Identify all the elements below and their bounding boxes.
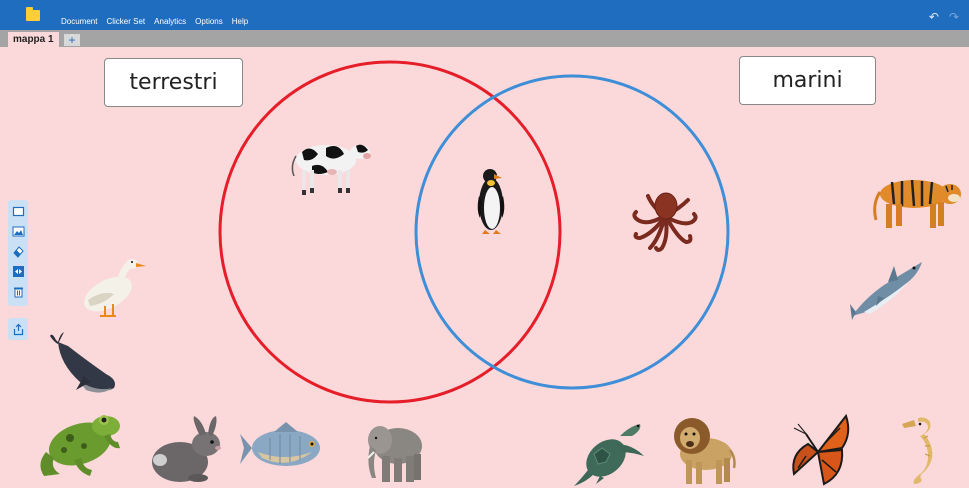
frog-image[interactable] [34, 408, 126, 480]
folder-icon[interactable] [26, 10, 40, 21]
redo-icon[interactable]: ↷ [948, 10, 959, 24]
add-tab-button[interactable]: + [64, 34, 80, 46]
title-bar [0, 0, 969, 30]
left-circle [220, 62, 560, 402]
side-toolbar [8, 200, 28, 306]
seahorse-image[interactable] [898, 414, 940, 486]
menu-analytics[interactable]: Analytics [154, 17, 187, 26]
image-icon[interactable] [11, 224, 25, 238]
undo-icon[interactable]: ↶ [928, 10, 939, 24]
swap-icon[interactable] [11, 264, 25, 278]
lion-image[interactable] [668, 414, 736, 486]
label-marini[interactable]: marini [739, 56, 876, 105]
octopus-image[interactable] [628, 186, 700, 254]
eraser-icon[interactable] [11, 244, 25, 258]
menu-options[interactable]: Options [195, 17, 223, 26]
duck-image[interactable] [74, 254, 148, 320]
menu-bar [61, 17, 248, 27]
share-icon[interactable] [8, 318, 28, 340]
menu-help[interactable]: Help [231, 17, 249, 26]
fish-image[interactable] [240, 420, 330, 476]
whale-image[interactable] [46, 330, 118, 398]
tab-bar [0, 30, 969, 47]
elephant-image[interactable] [362, 416, 430, 484]
tiger-image[interactable] [872, 168, 964, 232]
rectangle-icon[interactable] [11, 204, 25, 218]
cow-image[interactable] [288, 132, 372, 198]
tab-mappa-1[interactable]: mappa 1 [8, 32, 59, 47]
label-terrestri[interactable]: terrestri [104, 58, 243, 107]
trash-icon[interactable] [11, 284, 25, 298]
shark-image[interactable] [848, 254, 924, 320]
menu-clicker-set[interactable]: Clicker Set [106, 17, 146, 26]
menu-document[interactable]: Document [61, 17, 98, 26]
rabbit-image[interactable] [148, 416, 232, 484]
butterfly-image[interactable] [784, 414, 852, 486]
penguin-image[interactable] [474, 166, 508, 236]
undo-redo-group [929, 10, 959, 24]
turtle-image[interactable] [572, 416, 648, 486]
